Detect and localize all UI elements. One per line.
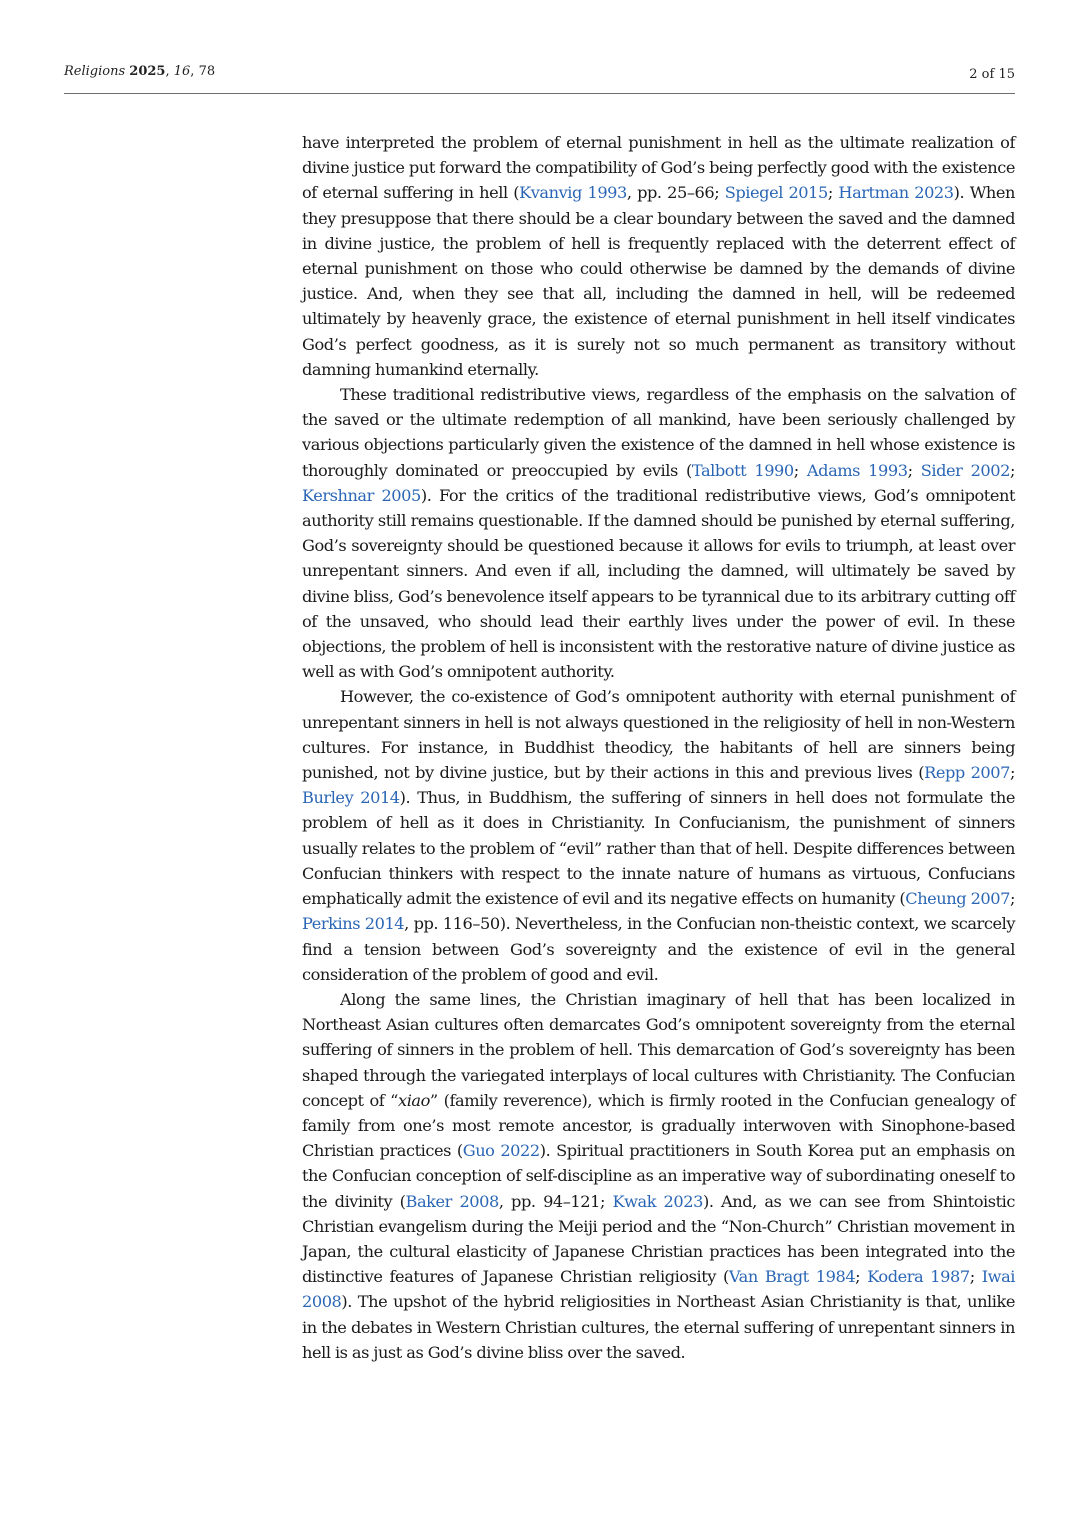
citation-link[interactable]: Burley 2014 — [302, 788, 400, 808]
body-paragraph — [302, 382, 1015, 684]
citation-link[interactable]: Spiegel 2015 — [724, 183, 828, 203]
text-run: ). Spiritual practitioners in South Korea put an emphasis on the Confucian conception of self-discipline as an imperative way of subordinating oneself to the divinity ( — [302, 1141, 1016, 1211]
citation-link[interactable]: Sider 2002 — [920, 460, 1010, 480]
text-run: , pp. 25–66; — [626, 183, 725, 203]
text-run: However, the co-existence of God’s omnipotent authority with eternal punishment of unrepentant sinners in hell is not always questioned in the religiosity of hell in non-Western cultures. For instance, in Buddhist theodicy, the habitants of hell are sinners being punished, not by divine justice, but by their actions in this and previous lives ( — [302, 687, 1015, 783]
text-run: ; — [969, 1267, 982, 1287]
text-run: ). The upshot of the hybrid religiosities in Northeast Asian Christianity is that, unlike in the debates in Western Christian cultures, the eternal suffering of unrepentant sinners in hell is as just as God’s divine bliss over the saved. — [302, 1292, 1015, 1362]
citation-link[interactable]: Repp 2007 — [924, 763, 1010, 783]
citation-link[interactable]: Kodera 1987 — [867, 1267, 970, 1287]
citation-link[interactable]: Baker 2008 — [405, 1191, 499, 1211]
body-paragraph — [302, 987, 1015, 1365]
running-header — [64, 62, 1015, 94]
text-run: have interpreted the problem of eternal punishment in hell as the ultimate realization of divine justice put forward the compatibility of God’s being perfectly good with the existence of eternal suffering in hell ( — [302, 133, 1015, 203]
text-run: ). For the critics of the traditional redistributive views, God’s omnipotent authority still remains questionable. If the damned should be punished by eternal suffering, God’s sovereignty should be questioned because it allows for evils to triumph, at least over unrepentant sinners. And even if all, including the damned, will ultimately be saved by divine bliss, God’s benevolence itself appears to be tyrannical due to its arbitrary cutting off of the unsaved, who should lead their earthly lives under the power of evil. In these objections, the problem of hell is inconsistent with the restorative nature of divine justice as well as with God’s omnipotent authority. — [302, 485, 1015, 682]
citation-link[interactable]: Hartman 2023 — [838, 183, 954, 203]
text-run: ” (family reverence), which is firmly rooted in the Confucian genealogy of family from one’s most remote ancestor, is gradually interwoven with Sinophone-based Christian practices ( — [302, 1090, 1015, 1161]
article-body — [302, 130, 1015, 1365]
page-number: 2 of 15 — [969, 67, 1015, 82]
citation-link[interactable]: Van Bragt 1984 — [728, 1267, 856, 1287]
text-run: , pp. 116–50). Nevertheless, in the Confucian non-theistic context, we scarcely find a tension between God’s sovereignty and the existence of evil in the general consideration of the problem of good and evil. — [302, 914, 1016, 984]
text-run: ). Thus, in Buddhism, the suffering of sinners in hell does not formulate the problem of hell as it does in Christianity. In Confucianism, the punishment of sinners usually relates to the problem of “evil” rather than that of hell. Despite differences between Confucian thinkers with respect to the innate nature of humans as virtuous, Confucians emphatically admit the existence of evil and its negative effects on humanity ( — [302, 788, 1016, 909]
text-run: ). And, as we can see from Shintoistic Christian evangelism during the Meiji period and the “Non-Church” Christian movement in Japan, the cultural elasticity of Japanese Christian practices has been integrated into the distinctive features of Japanese Christian religiosity ( — [302, 1191, 1015, 1287]
citation-link[interactable]: Adams 1993 — [806, 460, 908, 480]
citation-link[interactable]: Kwak 2023 — [612, 1191, 703, 1211]
journal-citation: Religions 2025, 16, 78 — [64, 64, 216, 79]
citation-link[interactable]: Talbott 1990 — [691, 460, 794, 480]
text-run: ; — [907, 460, 921, 480]
citation-link[interactable]: Iwai 2008 — [302, 1267, 1016, 1312]
citation-link[interactable]: Perkins 2014 — [302, 914, 405, 934]
text-run: ). When they presuppose that there should be a clear boundary between the saved and the damned in divine justice, the problem of hell is frequently replaced with the deterrent effect of eternal punishment on those who could otherwise be damned by the demands of divine justice. And, when they see that all, including the damned in hell, will be redeemed ultimately by heavenly grace, the existence of eternal punishment in hell itself vindicates God’s perfect goodness, as it is surely not so much permanent as transitory without damning humankind eternally. — [302, 183, 1015, 379]
text-run: ; — [793, 460, 807, 480]
italic-term: xiao — [398, 1090, 430, 1110]
citation-link[interactable]: Kershnar 2005 — [302, 485, 421, 505]
journal-year: 2025 — [129, 64, 166, 79]
text-run: ; — [827, 183, 839, 203]
citation-link[interactable]: Guo 2022 — [462, 1141, 540, 1161]
text-run: ; — [1009, 460, 1015, 480]
citation-link[interactable]: Cheung 2007 — [905, 889, 1010, 909]
text-run: These traditional redistributive views, regardless of the emphasis on the salvation of the saved or the ultimate redemption of all mankind, have been seriously challenged by various objections particularly given the existence of the damned in hell whose existence is thoroughly dominated or preoccupied by evils ( — [302, 385, 1015, 480]
body-paragraph — [302, 684, 1015, 986]
article-number: 78 — [198, 64, 216, 79]
text-run: ; — [1009, 763, 1015, 783]
journal-name: Religions — [64, 64, 126, 79]
citation-link[interactable]: Kvanvig 1993 — [519, 183, 627, 203]
text-run: , pp. 94–121; — [498, 1191, 613, 1211]
text-run: ; — [1009, 889, 1015, 909]
text-run: Along the same lines, the Christian imaginary of hell that has been localized in Northeast Asian cultures often demarcates God’s omnipotent sovereignty from the eternal suffering of sinners in the problem of hell. This demarcation of God’s sovereignty has been shaped through the variegated interplays of local cultures with Christianity. The Confucian concept of “ — [302, 989, 1015, 1110]
journal-volume: 16 — [173, 64, 191, 79]
text-run: ; — [855, 1267, 868, 1287]
body-paragraph — [302, 130, 1015, 382]
